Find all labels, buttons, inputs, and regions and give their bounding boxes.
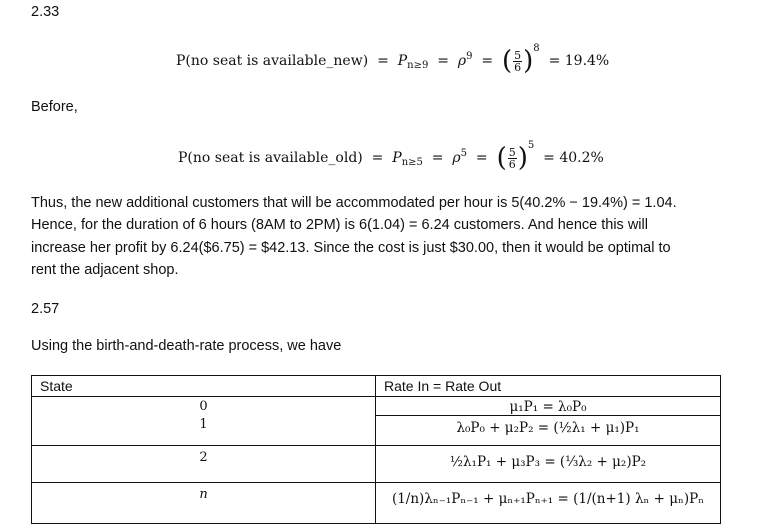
equation-old: P(no seat is available_old) = $P_{n\ge 5} = \rho^5$ = ( $\frac{5}{6}$ )$^5$ = 40.2% (178, 140, 604, 173)
equation-subscript: n≥9 (407, 60, 429, 71)
equation-rho-symbol: ρ (452, 150, 461, 166)
table-row (32, 446, 721, 483)
equation-fraction: $\frac{5}{6}$ (514, 48, 522, 74)
paragraph-line: Hence, for the duration of 6 hours (8AM to 2PM) is 6(1.04) = 6.24 customers. And hence this will (31, 217, 648, 233)
table-cell-equation: (1/n)λₙ₋₁Pₙ₋₁ + μₙ₊₁Pₙ₊₁ = (1/(n+1) λₙ + μₙ)Pₙ (376, 483, 721, 524)
before-label: Before, (31, 99, 78, 115)
equation-exponent: 8 (533, 43, 540, 54)
table-header-state: State (32, 376, 376, 397)
equation-p-symbol: P (397, 53, 408, 69)
table-row (32, 397, 721, 446)
paragraph-line: rent the adjacent shop. (31, 262, 179, 278)
equation-exponent: 5 (527, 140, 535, 151)
equation-lhs: P(no seat is available_old) (178, 150, 363, 166)
intro-text: Using the birth-and-death-rate process, we have (31, 338, 342, 354)
table-cell-equation: ½λ₁P₁ + μ₃P₃ = (⅓λ₂ + μ₂)P₂ (376, 446, 721, 483)
table-cell-equation: μ₁P₁ = λ₀P₀ λ₀P₀ + μ₂P₂ = (½λ₁ + μ₁)P₁ (376, 397, 721, 446)
table-header-rate: Rate In = Rate Out (376, 376, 721, 397)
table-cell-state: 0 1 (32, 397, 376, 446)
equation-p-symbol: P (392, 150, 402, 166)
equation-rho-symbol: ρ (457, 53, 467, 69)
equation-fraction: $\frac{5}{6}$ (508, 145, 516, 171)
table-cell-state: n (32, 483, 376, 524)
rate-table (31, 375, 721, 524)
equation-superscript: 9 (466, 51, 473, 62)
table-row (32, 483, 721, 524)
paragraph-line: increase her profit by 6.24($6.75) = $42.13. Since the cost is just $30.00, then it would be optimal to (31, 240, 671, 256)
paragraph-line: Thus, the new additional customers that will be accommodated per hour is 5(40.2% − 19.4%) = 1.04. (31, 195, 677, 211)
equation-subscript: n≥5 (401, 157, 423, 168)
equation-superscript: 5 (460, 148, 468, 159)
table-cell-state: 2 (32, 446, 376, 483)
section-number: 2.57 (31, 301, 60, 317)
equation-result: = 40.2% (543, 150, 604, 166)
equation-result: = 19.4% (548, 53, 610, 69)
equation-new: P(no seat is available_new) = $P_{n\ge 9} = \rho^9$ = ( $\frac{5}{6}$ )$^8$ = 19.4% (176, 43, 610, 76)
section-number: 2.33 (31, 4, 60, 20)
table-header-row (32, 376, 721, 397)
equation-lhs: P(no seat is available_new) (176, 53, 369, 69)
